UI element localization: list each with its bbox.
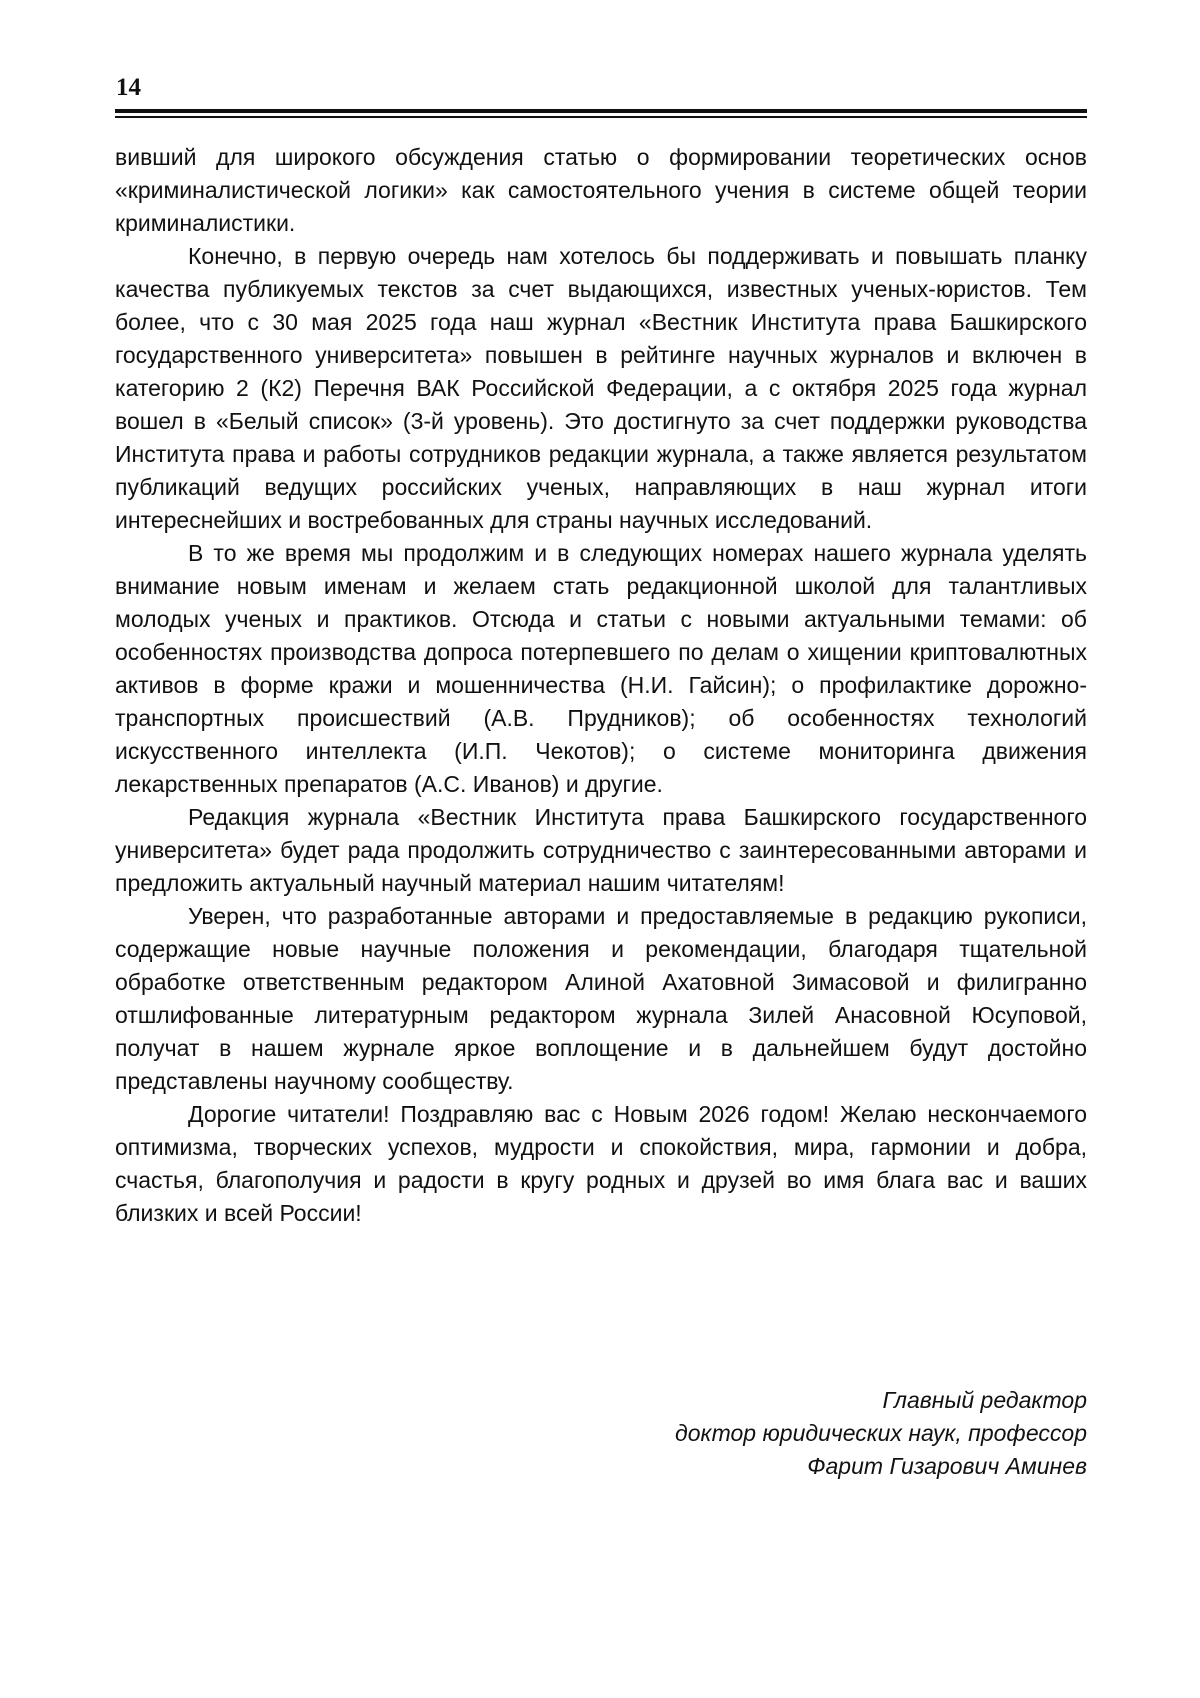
header-rule [115,109,1087,118]
signature-name: Фарит Гизарович Аминев [807,1453,1087,1479]
signature-degree: доктор юридических наук, профессор [674,1420,1087,1446]
signature-position: Главный редактор [882,1387,1087,1413]
body-text [115,141,1087,1230]
paragraph: Дорогие читатели! Поздравляю вас с Новым 2026 годом! Желаю нескончаемого оптимизма, творческих успехов, мудрости и спокойствия, мира, гармонии и добра, счастья, благополучия и радости в кругу родных и друзей во имя блага вас и ваших близких и всей России! [115,1101,1087,1226]
paragraph: Редакция журнала «Вестник Института права Башкирского государственного университета» будет рада продолжить сотрудничество с заинтересованными авторами и предложить актуальный научный материал нашим читателям! [115,804,1087,896]
signature-block [675,1384,1087,1483]
paragraph: Конечно, в первую очередь нам хотелось бы поддерживать и повышать планку качества публикуемых текстов за счет выдающихся, известных ученых-юристов. Тем более, что с 30 мая 2025 года наш журнал «Вестник Института права Башкирского государственного университета» повышен в рейтинге научных журналов и включен в категорию 2 (К2) Перечня ВАК Российской Федерации, а с октября 2025 года журнал вошел в «Белый список» (3-й уровень). Это достигнуто за счет поддержки руководства Института права и работы сотрудников редакции журнала, а также является результатом публикаций ведущих российских ученых, направляющих в наш журнал итоги интереснейших и востребованных для страны научных исследований. [115,243,1087,533]
paragraph-continuation: вивший для широкого обсуждения статью о формировании теоретических основ «криминалистической логики» как самостоятельного учения в системе общей теории криминалистики. [115,144,1087,236]
paragraph: Уверен, что разработанные авторами и предоставляемые в редакцию рукописи, содержащие новые научные положения и рекомендации, благодаря тщательной обработке ответственным редактором Алиной Ахатовной Зимасовой и филигранно отшлифованные литературным редактором журнала Зилей Анасовной Юсуповой, получат в нашем журнале яркое воплощение и в дальнейшем будут достойно представлены научному сообществу. [115,903,1087,1094]
paragraph: В то же время мы продолжим и в следующих номерах нашего журнала уделять внимание новым именам и желаем стать редакционной школой для талантливых молодых ученых и практиков. Отсюда и статьи с новыми актуальными темами: об особенностях производства допроса потерпевшего по делам о хищении криптовалютных активов в форме кражи и мошенничества (Н.И. Гайсин); о профилактике дорожно-транспортных происшествий (А.В. Прудников); об особенностях технологий искусственного интеллекта (И.П. Чекотов); о системе мониторинга движения лекарственных препаратов (А.С. Иванов) и другие. [115,540,1087,797]
page-number: 14 [116,74,141,101]
